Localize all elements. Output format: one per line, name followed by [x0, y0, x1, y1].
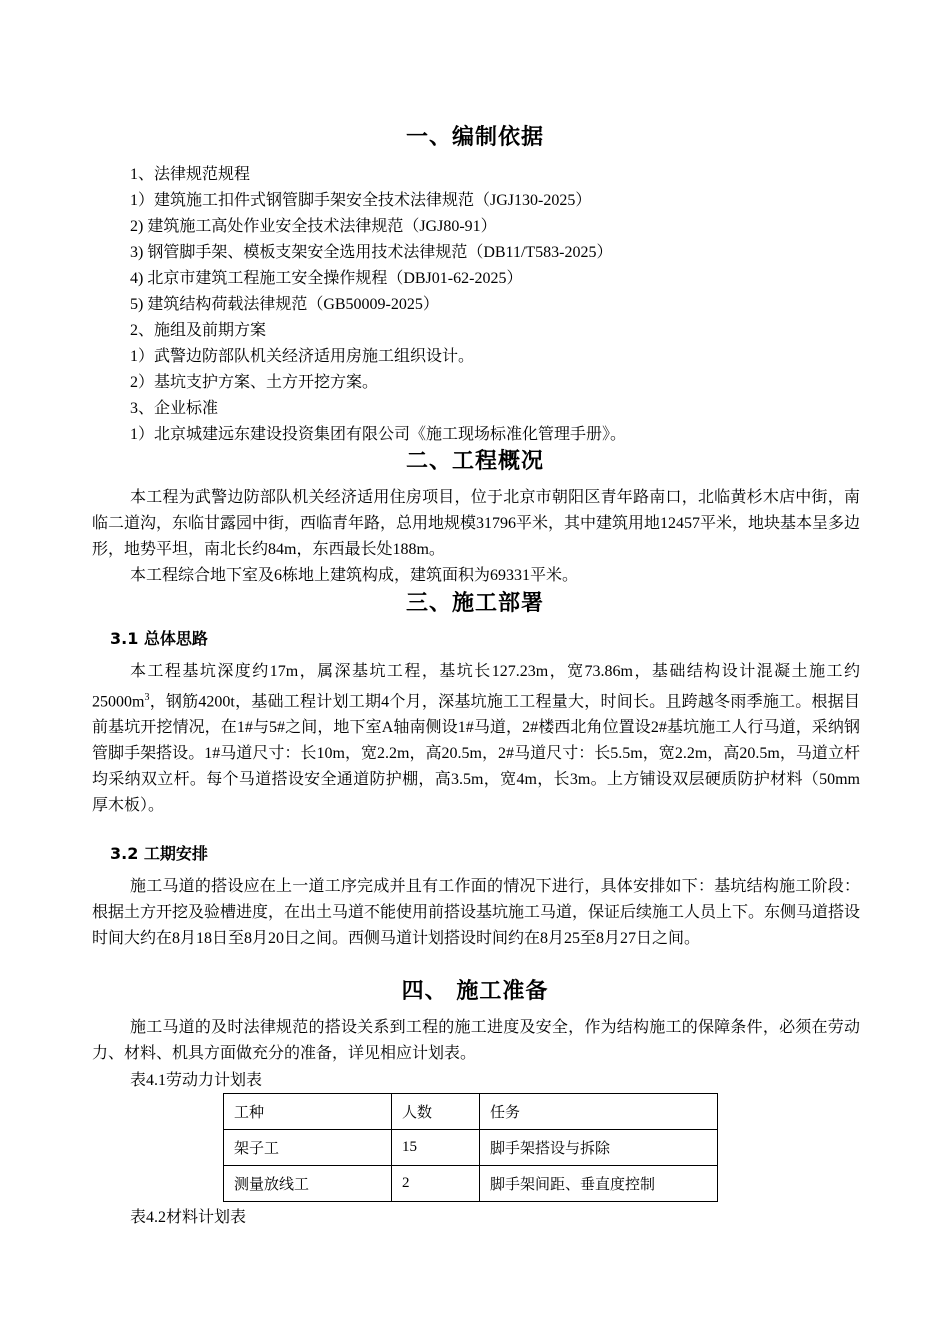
basis-item: 3、企业标准 — [130, 400, 219, 417]
table-cell: 2 — [392, 1166, 480, 1202]
section-3-title: 三、施工部署 — [405, 591, 544, 616]
basis-item: 2）基坑支护方案、土方开挖方案。 — [130, 374, 379, 391]
basis-item: 1、法律规范规程 — [130, 166, 251, 183]
table-caption: 表4.1劳动力计划表 — [130, 1072, 263, 1089]
section-4-title: 四、 施工准备 — [401, 979, 549, 1004]
table-header-row — [224, 1094, 718, 1130]
table-header-cell: 工种 — [224, 1094, 392, 1130]
basis-item: 1）北京城建远东建设投资集团有限公司《施工现场标准化管理手册》。 — [130, 426, 627, 443]
table-row — [224, 1166, 718, 1202]
table-cell: 脚手架搭设与拆除 — [480, 1130, 718, 1166]
subsection-title: 3.1 总体思路 — [110, 629, 208, 648]
basis-item: 2) 建筑施工高处作业安全技术法律规范（JGJ80-91） — [130, 218, 497, 235]
table-cell: 脚手架间距、垂直度控制 — [480, 1166, 718, 1202]
preparation-paragraph: 施工马道的及时法律规范的搭设关系到工程的施工进度及安全，作为结构施工的保障条件，必须在劳动力、材料、机具方面做充分的准备，详见相应计划表。 — [92, 1019, 860, 1062]
labor-plan-table — [223, 1093, 718, 1202]
schedule-paragraph: 施工马道的搭设应在上一道工序完成并且有工作面的情况下进行，具体安排如下：基坑结构施工阶段：根据土方开挖及验槽进度，在出土马道不能使用前搭设基坑施工马道，保证后续施工人员上下。东侧马道搭设时间大约在8月18日至8月20日之间。西侧马道计划搭设时间约在8月25至8月27日之间。 — [92, 878, 861, 947]
table-header-cell: 人数 — [392, 1094, 480, 1130]
overview-paragraph: 本工程综合地下室及6栋地上建筑构成，建筑面积为69331平米。 — [130, 567, 579, 584]
subsection-title: 3.2 工期安排 — [110, 844, 208, 863]
table-cell: 15 — [392, 1130, 480, 1166]
table-cell: 测量放线工 — [224, 1166, 392, 1202]
general-plan-paragraph — [92, 659, 860, 819]
paragraph-text: 本工程基坑深度约17m，属深基坑工程，基坑长127.23m，宽73.86m，基础结构设计混凝土施工约25000m — [92, 663, 860, 711]
table-header-cell: 任务 — [480, 1094, 718, 1130]
table-cell: 架子工 — [224, 1130, 392, 1166]
basis-item: 2、施组及前期方案 — [130, 322, 267, 339]
superscript: 3 — [144, 692, 150, 703]
basis-item: 3) 钢管脚手架、模板支架安全选用技术法律规范（DB11/T583-2025） — [130, 244, 613, 261]
basis-item: 5) 建筑结构荷载法律规范（GB50009-2025） — [130, 296, 439, 313]
basis-item: 1）建筑施工扣件式钢管脚手架安全技术法律规范（JGJ130-2025） — [130, 192, 592, 209]
basis-item: 4) 北京市建筑工程施工安全操作规程（DBJ01-62-2025） — [130, 270, 523, 287]
basis-item: 1）武警边防部队机关经济适用房施工组织设计。 — [130, 348, 475, 365]
table-row — [224, 1130, 718, 1166]
section-2-title: 二、工程概况 — [405, 449, 544, 474]
paragraph-text: ，钢筋4200t，基础工程计划工期4个月，深基坑施工工程量大，时间长。且跨越冬雨季施工。根据目前基坑开挖情况，在1#与5#之间，地下室A轴南侧设1#马道，2#楼西北角位置设2#基坑施工人行马道，采纳钢管脚手架搭设。1#马道尺寸：长10m，宽2.2m，高20.5m，2#马道尺寸：长5.5m，宽2.2m，高20.5m，马道立杆均采纳双立杆。每个马道搭设安全通道防护棚，高3.5m，宽4m，长3m。上方铺设双层硬质防护材料（50mm厚木板）。 — [92, 693, 860, 815]
table-caption: 表4.2材料计划表 — [130, 1209, 247, 1226]
overview-paragraph: 本工程为武警边防部队机关经济适用住房项目，位于北京市朝阳区青年路南口，北临黄杉木店中街，南临二道沟，东临甘露园中街，西临青年路，总用地规模31796平米，其中建筑用地12457平米，地块基本呈多边形，地势平坦，南北长约84m，东西最长处188m。 — [92, 489, 861, 558]
section-1-title: 一、编制依据 — [405, 125, 544, 150]
